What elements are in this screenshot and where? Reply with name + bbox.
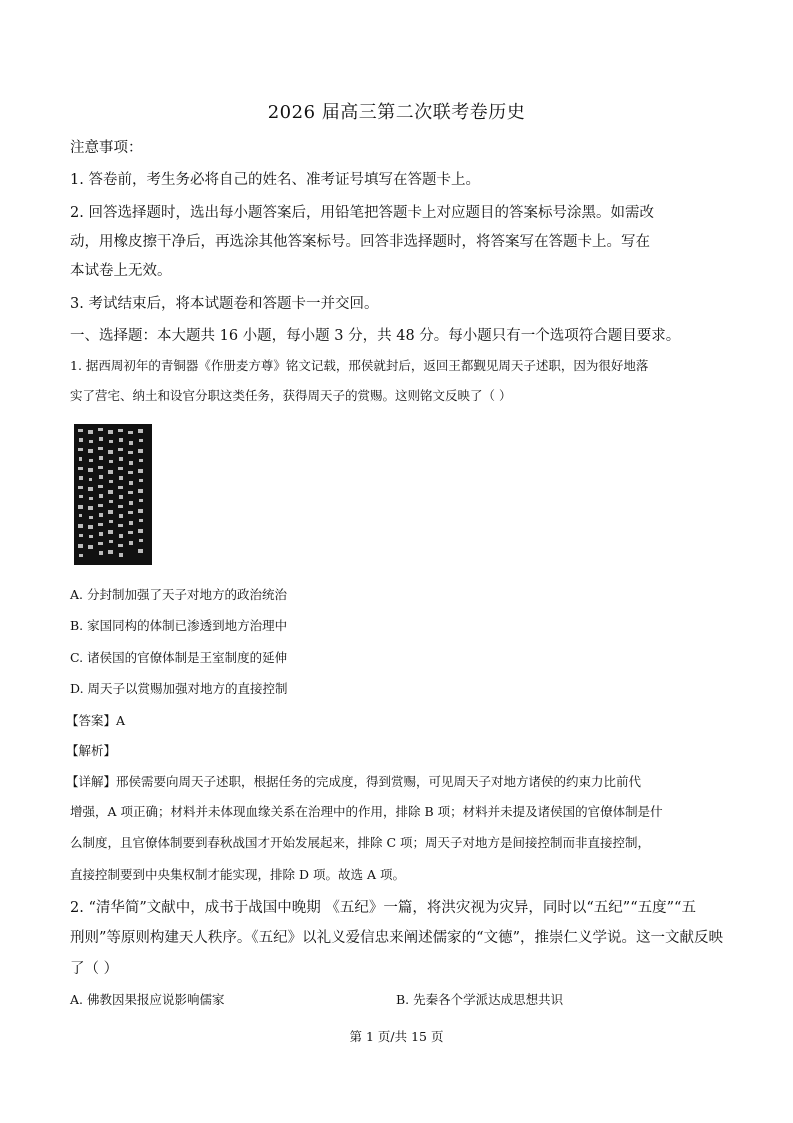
question-1-stem-line-1: 1. 据西周初年的青铜器《作册麦方尊》铭文记载，邢侯就封后，返回王都觐见周天子述职，因为很好地落 xyxy=(70,358,649,373)
notice-item-3: 3. 考试结束后，将本试题卷和答题卡一并交回。 xyxy=(70,296,379,312)
question-1-option-d: D. 周天子以赏赐加强对地方的直接控制 xyxy=(70,681,288,696)
bronze-inscription-image xyxy=(74,424,152,565)
page-title: 2026 届高三第二次联考卷历史 xyxy=(267,102,526,123)
question-2-stem-line-2: 刑则”等原则构建天人秩序。《五纪》以礼义爱信忠来阐述儒家的“文德”，推崇仁义学说。这一文献反映 xyxy=(70,930,723,946)
question-1-detail-line-3: 么制度，且官僚体制要到春秋战国才开始发展起来，排除 C 项；周天子对地方是间接控制而非直接控制， xyxy=(70,835,651,850)
question-2-stem-line-1: 2. “清华简”文献中，成书于战国中晚期 《五纪》一篇，将洪灾视为灾异，同时以“五纪”“五度”“五 xyxy=(70,900,696,916)
question-2-stem-line-3: 了（ ） xyxy=(70,961,119,977)
question-1-detail-line-4: 直接控制要到中央集权制才能实现，排除 D 项。故选 A 项。 xyxy=(70,867,405,882)
question-1-analysis-label: 【解析】 xyxy=(66,743,117,758)
notice-item-2-cont: 动，用橡皮擦干净后，再选涂其他答案标号。回答非选择题时，将答案写在答题卡上。写在 xyxy=(70,234,650,250)
question-1-option-b: B. 家国同构的体制已渗透到地方治理中 xyxy=(70,618,288,633)
question-1-detail-line-1: 【详解】邢侯需要向周天子述职，根据任务的完成度，得到赏赐，可见周天子对地方诸侯的约束力比前代 xyxy=(66,774,642,789)
question-1-option-c: C. 诸侯国的官僚体制是王室制度的延伸 xyxy=(70,650,288,665)
question-1-detail-line-2: 增强，A 项正确；材料并未体现血缘关系在治理中的作用，排除 B 项；材料并未提及诸侯国的官僚体制是什 xyxy=(70,804,663,819)
notice-heading: 注意事项： xyxy=(70,140,143,156)
question-1-stem-line-2: 实了营宅、纳土和设官分职这类任务，获得周天子的赏赐。这则铭文反映了（ ） xyxy=(70,388,512,403)
question-2-option-a: A. 佛教因果报应说影响儒家 xyxy=(70,992,225,1007)
question-1-option-a: A. 分封制加强了天子对地方的政治统治 xyxy=(70,587,287,602)
question-1-answer: 【答案】A xyxy=(66,713,126,728)
notice-item-2: 2. 回答选择题时，选出每小题答案后，用铅笔把答题卡上对应题目的答案标号涂黑。如需改 xyxy=(70,205,654,221)
inscription-rubbing-graphic xyxy=(74,424,152,565)
page-footer: 第 1 页/共 15 页 xyxy=(349,1029,444,1044)
section-heading: 一、选择题：本大题共 16 小题，每小题 3 分，共 48 分。每小题只有一个选项符合题目要求。 xyxy=(70,328,681,344)
notice-item-1: 1. 答卷前，考生务必将自己的姓名、准考证号填写在答题卡上。 xyxy=(70,172,480,188)
question-2-option-b: B. 先秦各个学派达成思想共识 xyxy=(396,992,564,1007)
notice-item-2-cont2: 本试卷上无效。 xyxy=(70,263,172,279)
